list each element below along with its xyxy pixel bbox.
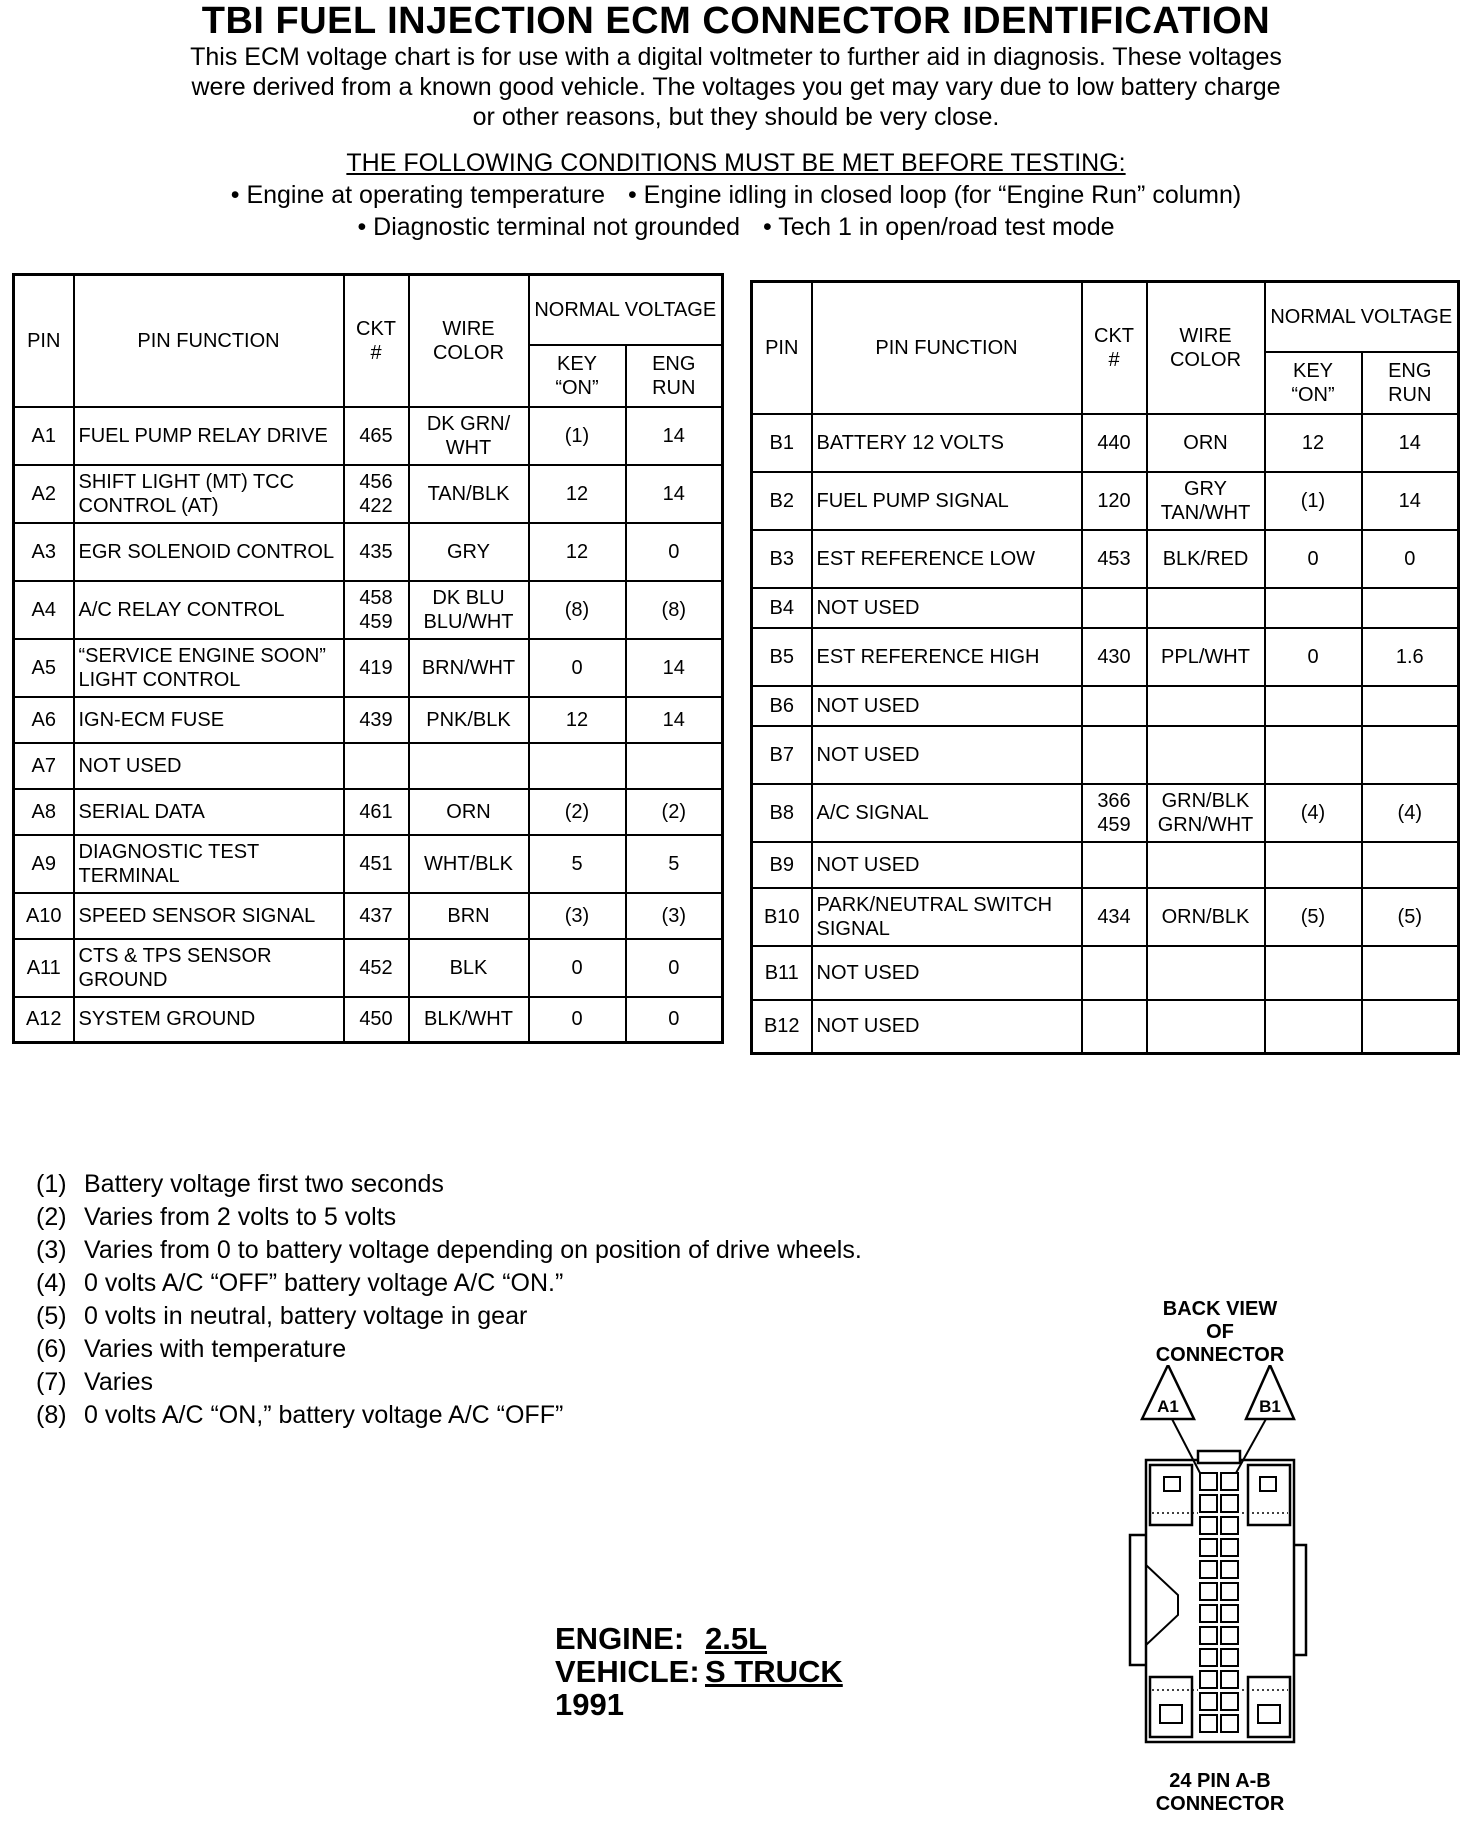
connector-pin-cavity [1221, 1715, 1238, 1732]
footnote-number: (4) [36, 1269, 67, 1297]
header-ckt: CKT # [344, 275, 409, 407]
connector-heading-line: CONNECTOR [1155, 1344, 1285, 1366]
footnote-text: 0 volts A/C “ON,” battery voltage A/C “OFF” [84, 1401, 564, 1429]
intro-line: or other reasons, but they should be very close. [472, 103, 1000, 131]
footnote-number: (1) [36, 1170, 67, 1198]
wire-color-cell: BRN/WHT [409, 639, 529, 697]
pin-row [14, 639, 723, 697]
connector-pin-cavity [1221, 1649, 1238, 1666]
pin-b1-label: B1 [1259, 1397, 1281, 1416]
pin-row [752, 588, 1459, 628]
connector-heading-line: OF [1206, 1321, 1234, 1343]
pin-cell: A7 [14, 743, 74, 789]
eng-run-cell: 14 [1362, 472, 1459, 530]
ckt-cell: 452 [344, 939, 409, 997]
wire-color-cell: TAN/BLK [409, 465, 529, 523]
connector-pin-cavity [1221, 1495, 1238, 1512]
key-on-cell: 12 [529, 523, 626, 581]
ckt-cell: 439 [344, 697, 409, 743]
ckt-cell [1082, 946, 1147, 1000]
ckt-cell: 366 459 [1082, 784, 1147, 842]
eng-run-cell: 14 [626, 639, 723, 697]
connector-pin-cavity [1221, 1473, 1238, 1490]
key-on-cell: 0 [1265, 530, 1362, 588]
connector-pin-cavity [1200, 1671, 1217, 1688]
header-pin-function: PIN FUNCTION [74, 275, 344, 407]
eng-run-cell [626, 743, 723, 789]
eng-run-cell: 0 [1362, 530, 1459, 588]
ckt-cell: 419 [344, 639, 409, 697]
wire-color-cell: BLK/WHT [409, 997, 529, 1043]
wire-color-cell [1147, 946, 1265, 1000]
function-cell: IGN-ECM FUSE [74, 697, 344, 743]
pin-cell: B7 [752, 726, 812, 784]
key-on-cell: 0 [529, 997, 626, 1043]
footnote-text: Battery voltage first two seconds [84, 1170, 444, 1198]
connector-pin-cavity [1221, 1671, 1238, 1688]
function-cell: SPEED SENSOR SIGNAL [74, 893, 344, 939]
ckt-cell: 440 [1082, 414, 1147, 472]
vehicle-value: S TRUCK [705, 1654, 843, 1689]
intro-line: were derived from a known good vehicle. The voltages you get may vary due to low battery charge [191, 73, 1281, 101]
ckt-cell: 434 [1082, 888, 1147, 946]
ckt-cell: 458 459 [344, 581, 409, 639]
footnote-number: (2) [36, 1203, 67, 1231]
function-cell: NOT USED [74, 743, 344, 789]
key-on-cell: (4) [1265, 784, 1362, 842]
eng-run-cell [1362, 588, 1459, 628]
ckt-cell: 461 [344, 789, 409, 835]
header-eng-run: ENG RUN [1362, 352, 1459, 414]
wire-color-cell: BRN [409, 893, 529, 939]
header-normal-voltage: NORMAL VOLTAGE [1265, 282, 1459, 352]
pin-cell: A2 [14, 465, 74, 523]
connector-pin-cavity [1200, 1539, 1217, 1556]
function-cell: NOT USED [812, 842, 1082, 888]
eng-run-cell: (2) [626, 789, 723, 835]
engine-value: 2.5L [705, 1621, 768, 1656]
pin-row [14, 523, 723, 581]
pin-cell: B12 [752, 1000, 812, 1054]
eng-run-cell: (8) [626, 581, 723, 639]
pin-row [14, 743, 723, 789]
pin-row [14, 407, 723, 465]
connector-pin-cavity [1200, 1583, 1217, 1600]
pin-row [752, 726, 1459, 784]
key-on-cell [1265, 1000, 1362, 1054]
eng-run-cell [1362, 686, 1459, 726]
connector-pin-grid [1200, 1473, 1238, 1732]
wire-color-cell: BLK/RED [1147, 530, 1265, 588]
pin-row [14, 997, 723, 1043]
condition-item: • Tech 1 in open/road test mode [762, 213, 1115, 241]
connector-footer-line: 24 PIN A-B [1169, 1770, 1271, 1792]
key-on-cell: 0 [1265, 628, 1362, 686]
wire-color-cell [1147, 1000, 1265, 1054]
footnote [36, 1234, 862, 1267]
header-pin: PIN [14, 275, 74, 407]
function-cell: SHIFT LIGHT (MT) TCC CONTROL (AT) [74, 465, 344, 523]
connector-pin-cavity [1200, 1495, 1217, 1512]
eng-run-cell: 1.6 [1362, 628, 1459, 686]
footnote [36, 1366, 862, 1399]
connector-pin-cavity [1221, 1517, 1238, 1534]
key-on-cell: 12 [1265, 414, 1362, 472]
key-on-cell [1265, 842, 1362, 888]
key-on-cell: (5) [1265, 888, 1362, 946]
pin-row [752, 472, 1459, 530]
page-title: TBI FUEL INJECTION ECM CONNECTOR IDENTIFICATION [201, 0, 1271, 42]
connector-pin-cavity [1221, 1627, 1238, 1644]
ckt-cell [344, 743, 409, 789]
key-on-cell: (1) [1265, 472, 1362, 530]
eng-run-cell: 14 [626, 407, 723, 465]
connector-heading [1130, 1298, 1310, 1367]
footnote [36, 1300, 862, 1333]
footnote-text: Varies from 0 to battery voltage depending on position of drive wheels. [84, 1236, 862, 1264]
header-eng-run: ENG RUN [626, 345, 723, 407]
engine-vehicle-block [555, 1622, 843, 1721]
header-key-on: KEY “ON” [529, 345, 626, 407]
eng-run-cell: (3) [626, 893, 723, 939]
pin-cell: B8 [752, 784, 812, 842]
function-cell: SERIAL DATA [74, 789, 344, 835]
footnote-number: (6) [36, 1335, 67, 1363]
pin-row [14, 835, 723, 893]
intro-line: This ECM voltage chart is for use with a digital voltmeter to further aid in diagnosis. These voltages [190, 43, 1282, 71]
pin-row [14, 893, 723, 939]
footnote-number: (5) [36, 1302, 67, 1330]
connector-pin-cavity [1221, 1693, 1238, 1710]
header-normal-voltage: NORMAL VOLTAGE [529, 275, 723, 345]
key-on-cell [1265, 588, 1362, 628]
header-pin-function: PIN FUNCTION [812, 282, 1082, 414]
pin-row [752, 628, 1459, 686]
wire-color-cell: ORN [1147, 414, 1265, 472]
conditions-line-2 [0, 212, 1472, 242]
key-on-cell: 12 [529, 697, 626, 743]
ckt-cell: 465 [344, 407, 409, 465]
footnote [36, 1168, 862, 1201]
eng-run-cell: 14 [626, 465, 723, 523]
pin-cell: B9 [752, 842, 812, 888]
function-cell: A/C SIGNAL [812, 784, 1082, 842]
pin-row [14, 939, 723, 997]
connector-footer [1130, 1770, 1310, 1816]
footnote-text: Varies with temperature [84, 1335, 347, 1363]
pin-cell: A1 [14, 407, 74, 465]
eng-run-cell: (5) [1362, 888, 1459, 946]
pin-row [14, 697, 723, 743]
function-cell: NOT USED [812, 1000, 1082, 1054]
footnote [36, 1201, 862, 1234]
pin-cell: B4 [752, 588, 812, 628]
function-cell: FUEL PUMP RELAY DRIVE [74, 407, 344, 465]
wire-color-cell: WHT/BLK [409, 835, 529, 893]
header-wire-color: WIRE COLOR [1147, 282, 1265, 414]
engine-label: ENGINE: [555, 1621, 685, 1656]
pin-cell: A4 [14, 581, 74, 639]
pin-cell: B3 [752, 530, 812, 588]
wire-color-cell: BLK [409, 939, 529, 997]
ckt-cell: 430 [1082, 628, 1147, 686]
wire-color-cell [1147, 842, 1265, 888]
pin-row [752, 530, 1459, 588]
pin-cell: A9 [14, 835, 74, 893]
pin-cell: A10 [14, 893, 74, 939]
ckt-cell: 437 [344, 893, 409, 939]
ckt-cell [1082, 726, 1147, 784]
connector-pin-cavity [1221, 1605, 1238, 1622]
eng-run-cell: 14 [1362, 414, 1459, 472]
function-cell: A/C RELAY CONTROL [74, 581, 344, 639]
wire-color-cell: GRN/BLK GRN/WHT [1147, 784, 1265, 842]
ckt-cell: 453 [1082, 530, 1147, 588]
pin-row [752, 686, 1459, 726]
pin-cell: B1 [752, 414, 812, 472]
key-on-cell: (8) [529, 581, 626, 639]
connector-footer-line: CONNECTOR [1155, 1793, 1285, 1815]
function-cell: NOT USED [812, 588, 1082, 628]
pin-row [752, 946, 1459, 1000]
header-pin: PIN [752, 282, 812, 414]
function-cell: NOT USED [812, 946, 1082, 1000]
eng-run-cell: 0 [626, 997, 723, 1043]
wire-color-cell: ORN/BLK [1147, 888, 1265, 946]
wire-color-cell [409, 743, 529, 789]
key-on-cell: 0 [529, 639, 626, 697]
pin-a1-label: A1 [1157, 1397, 1179, 1416]
pin-row [14, 581, 723, 639]
condition-item: • Engine idling in closed loop (for “Engine Run” column) [627, 181, 1242, 209]
pin-cell: B10 [752, 888, 812, 946]
conditions-heading: THE FOLLOWING CONDITIONS MUST BE MET BEFORE TESTING: [346, 149, 1126, 177]
connector-heading-line: BACK VIEW [1162, 1298, 1278, 1320]
footnote-text: 0 volts A/C “OFF” battery voltage A/C “ON.” [84, 1269, 564, 1297]
function-cell: SYSTEM GROUND [74, 997, 344, 1043]
connector-pin-cavity [1200, 1605, 1217, 1622]
key-on-cell [529, 743, 626, 789]
function-cell: DIAGNOSTIC TEST TERMINAL [74, 835, 344, 893]
wire-color-cell: ORN [409, 789, 529, 835]
pin-row [14, 789, 723, 835]
ckt-cell: 451 [344, 835, 409, 893]
key-on-cell: 0 [529, 939, 626, 997]
eng-run-cell: 14 [626, 697, 723, 743]
connector-pin-cavity [1200, 1649, 1217, 1666]
connector-pin-cavity [1200, 1561, 1217, 1578]
pin-cell: A11 [14, 939, 74, 997]
function-cell: EGR SOLENOID CONTROL [74, 523, 344, 581]
wire-color-cell: GRY [409, 523, 529, 581]
footnote-text: Varies [84, 1368, 154, 1396]
key-on-cell [1265, 946, 1362, 1000]
footnote [36, 1333, 862, 1366]
key-on-cell: (2) [529, 789, 626, 835]
key-on-cell: 5 [529, 835, 626, 893]
wire-color-cell: DK GRN/ WHT [409, 407, 529, 465]
conditions-line-1 [0, 180, 1472, 210]
pin-cell: B6 [752, 686, 812, 726]
connector-pin-cavity [1221, 1561, 1238, 1578]
ckt-cell: 120 [1082, 472, 1147, 530]
ckt-cell [1082, 588, 1147, 628]
header-ckt: CKT # [1082, 282, 1147, 414]
pin-row [752, 414, 1459, 472]
pin-row [752, 888, 1459, 946]
function-cell: BATTERY 12 VOLTS [812, 414, 1082, 472]
key-on-cell [1265, 686, 1362, 726]
pin-cell: B5 [752, 628, 812, 686]
footnote-number: (7) [36, 1368, 67, 1396]
eng-run-cell: (4) [1362, 784, 1459, 842]
connector-diagram [1120, 1365, 1320, 1770]
function-cell: EST REFERENCE HIGH [812, 628, 1082, 686]
header-wire-color: WIRE COLOR [409, 275, 529, 407]
eng-run-cell: 0 [626, 523, 723, 581]
wire-color-cell [1147, 686, 1265, 726]
ckt-cell [1082, 1000, 1147, 1054]
connector-pin-cavity [1200, 1693, 1217, 1710]
vehicle-label: VEHICLE: [555, 1654, 700, 1689]
pin-table-a-body [14, 407, 723, 1043]
condition-item: • Diagnostic terminal not grounded [357, 213, 741, 241]
function-cell: CTS & TPS SENSOR GROUND [74, 939, 344, 997]
function-cell: NOT USED [812, 726, 1082, 784]
pin-cell: B11 [752, 946, 812, 1000]
eng-run-cell: 0 [626, 939, 723, 997]
function-cell: EST REFERENCE LOW [812, 530, 1082, 588]
connector-pin-cavity [1200, 1627, 1217, 1644]
pin-cell: A8 [14, 789, 74, 835]
wire-color-cell [1147, 588, 1265, 628]
ckt-cell: 435 [344, 523, 409, 581]
pin-table-b [750, 280, 1460, 1055]
eng-run-cell [1362, 842, 1459, 888]
wire-color-cell [1147, 726, 1265, 784]
function-cell: NOT USED [812, 686, 1082, 726]
ckt-cell: 456 422 [344, 465, 409, 523]
wire-color-cell: DK BLU BLU/WHT [409, 581, 529, 639]
connector-pin-cavity [1200, 1517, 1217, 1534]
ckt-cell [1082, 686, 1147, 726]
wire-color-cell: PPL/WHT [1147, 628, 1265, 686]
eng-run-cell: 5 [626, 835, 723, 893]
wire-color-cell: GRY TAN/WHT [1147, 472, 1265, 530]
key-on-cell: (1) [529, 407, 626, 465]
intro-paragraph [70, 42, 1402, 132]
connector-pin-cavity [1200, 1715, 1217, 1732]
footnote [36, 1267, 862, 1300]
key-on-cell: 12 [529, 465, 626, 523]
pin-row [752, 842, 1459, 888]
pin-cell: A12 [14, 997, 74, 1043]
pin-cell: B2 [752, 472, 812, 530]
function-cell: PARK/NEUTRAL SWITCH SIGNAL [812, 888, 1082, 946]
ckt-cell: 450 [344, 997, 409, 1043]
pin-cell: A5 [14, 639, 74, 697]
footnote-number: (8) [36, 1401, 67, 1429]
footnote-text: Varies from 2 volts to 5 volts [84, 1203, 397, 1231]
footnote-text: 0 volts in neutral, battery voltage in gear [84, 1302, 528, 1330]
footnotes [36, 1168, 862, 1432]
pin-cell: A3 [14, 523, 74, 581]
pin-table-b-body [752, 414, 1459, 1054]
eng-run-cell [1362, 1000, 1459, 1054]
pin-row [14, 465, 723, 523]
function-cell: “SERVICE ENGINE SOON” LIGHT CONTROL [74, 639, 344, 697]
function-cell: FUEL PUMP SIGNAL [812, 472, 1082, 530]
footnote-number: (3) [36, 1236, 67, 1264]
condition-item: • Engine at operating temperature [230, 181, 606, 209]
pin-table-a [12, 273, 724, 1044]
connector-pin-cavity [1200, 1473, 1217, 1490]
pin-row [752, 1000, 1459, 1054]
connector-pin-cavity [1221, 1583, 1238, 1600]
connector-pin-cavity [1221, 1539, 1238, 1556]
pin-row [752, 784, 1459, 842]
pin-cell: A6 [14, 697, 74, 743]
wire-color-cell: PNK/BLK [409, 697, 529, 743]
year: 1991 [555, 1687, 624, 1722]
ckt-cell [1082, 842, 1147, 888]
footnote [36, 1399, 862, 1432]
eng-run-cell [1362, 726, 1459, 784]
header-key-on: KEY “ON” [1265, 352, 1362, 414]
key-on-cell [1265, 726, 1362, 784]
key-on-cell: (3) [529, 893, 626, 939]
eng-run-cell [1362, 946, 1459, 1000]
